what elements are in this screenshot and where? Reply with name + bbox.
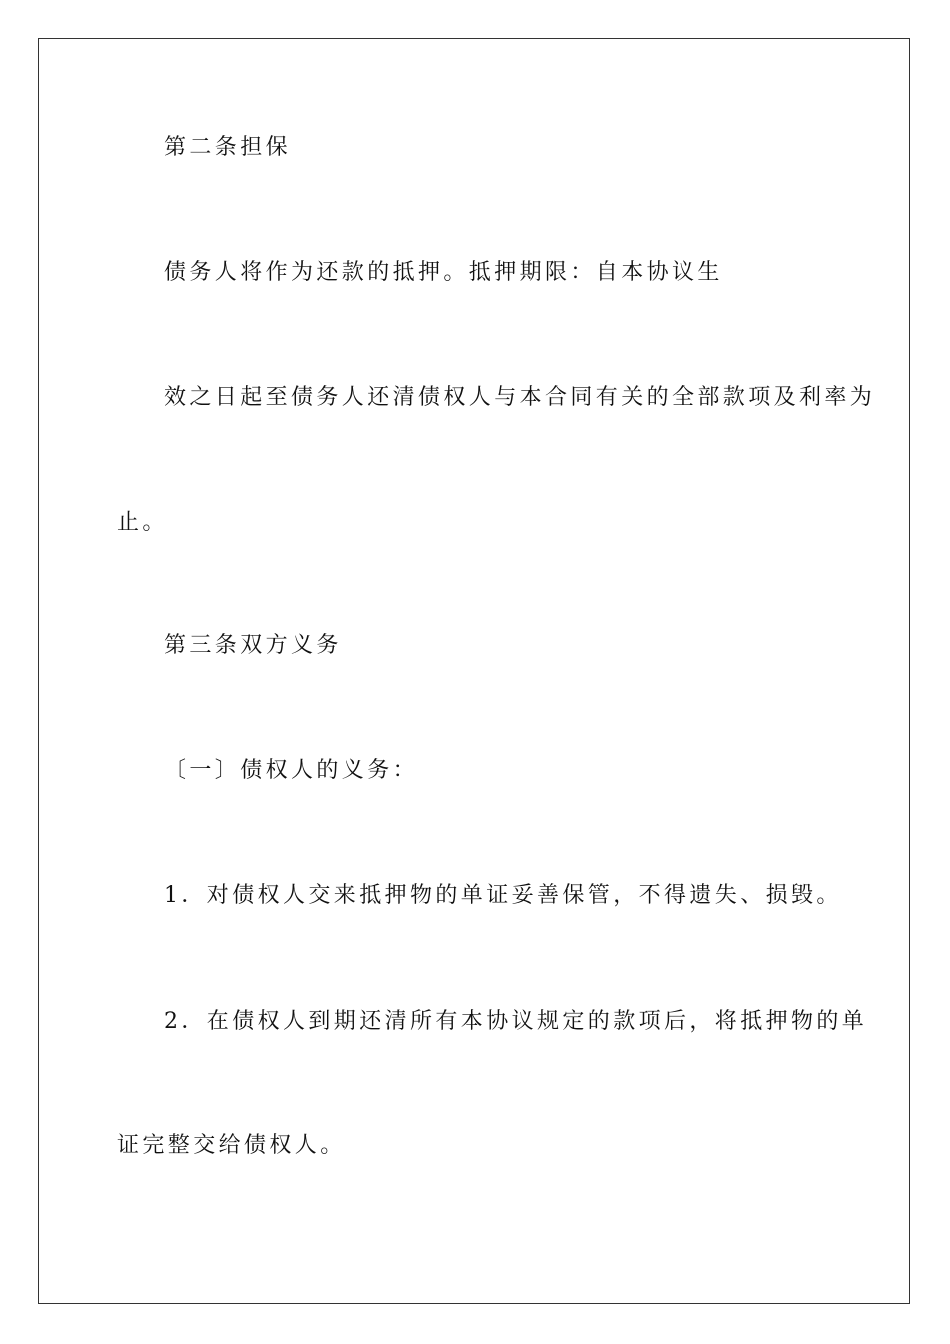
paragraph-line: 止。 — [117, 510, 168, 535]
list-item: 1．对债权人交来抵押物的单证妥善保管，不得遗失、损毁。 — [164, 883, 842, 908]
subsection-heading: 〔一〕债权人的义务： — [164, 758, 419, 783]
section-heading-guarantee: 第二条担保 — [164, 135, 292, 160]
paragraph-line: 效之日起至债务人还清债权人与本合同有关的全部款项及利率为 — [164, 385, 876, 410]
paragraph-line: 证完整交给债权人。 — [117, 1133, 346, 1158]
paragraph-line: 债务人将作为还款的抵押。抵押期限：自本协议生 — [164, 260, 723, 285]
section-heading-obligations: 第三条双方义务 — [164, 633, 342, 658]
page-border — [38, 38, 910, 1304]
list-item: 2．在债权人到期还清所有本协议规定的款项后，将抵押物的单 — [164, 1009, 868, 1034]
